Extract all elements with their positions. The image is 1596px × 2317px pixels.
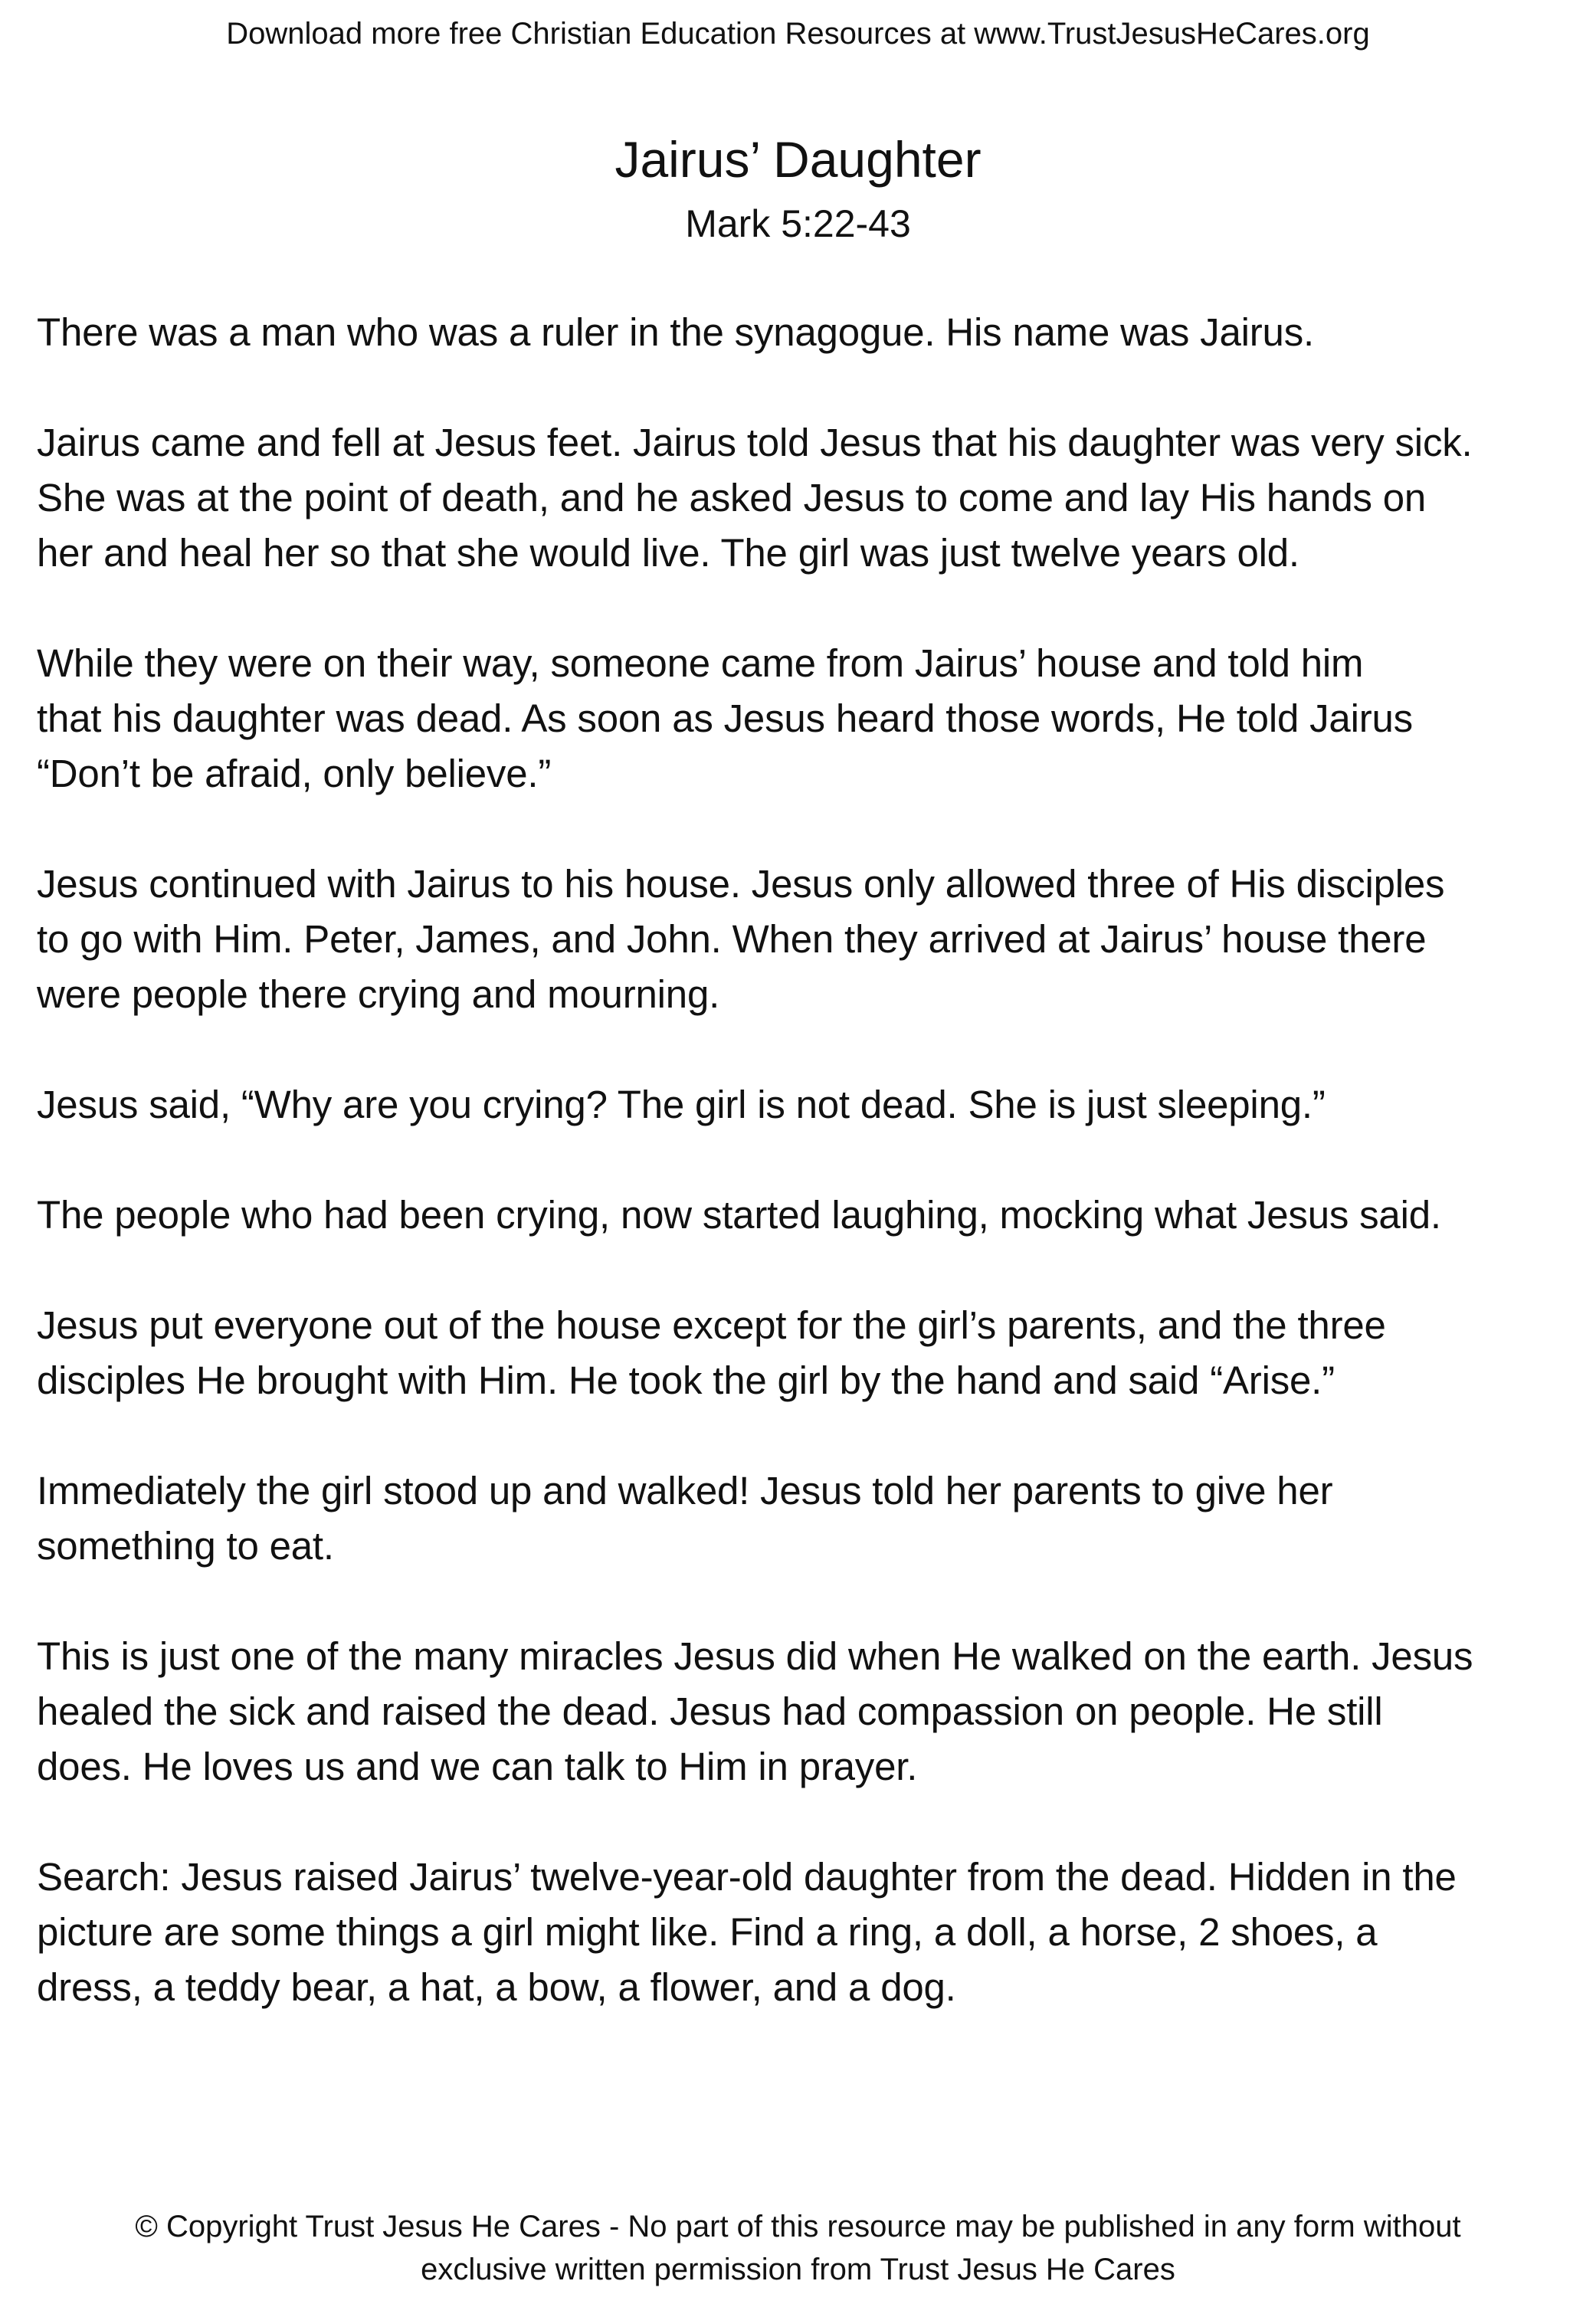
page-title: Jairus’ Daughter <box>614 131 982 188</box>
story-paragraph-2: Jairus came and fell at Jesus feet. Jairus told Jesus that his daughter was very sick. She was at the point of death, and he asked Jesus to come and lay His hands on her and heal her so that she would live. The girl was just twelve years old. <box>37 421 1473 575</box>
story-paragraph-9: This is just one of the many miracles Jesus did when He walked on the earth. Jesus healed the sick and raised the dead. Jesus had compassion on people. He still does. He loves us and we can talk to Him in prayer. <box>37 1634 1473 1788</box>
story-paragraph-6: The people who had been crying, now started laughing, mocking what Jesus said. <box>37 1193 1441 1237</box>
story-paragraph-5: Jesus said, “Why are you crying? The girl is not dead. She is just sleeping.” <box>37 1083 1326 1126</box>
story-paragraph-3: While they were on their way, someone came from Jairus’ house and told him that his daughter was dead. As soon as Jesus heard those words, He told Jairus “Don’t be afraid, only believe.” <box>37 641 1413 795</box>
download-resources-note: Download more free Christian Education Resources at www.TrustJesusHeCares.org <box>226 17 1370 51</box>
story-paragraph-8: Immediately the girl stood up and walked! Jesus told her parents to give her something to eat. <box>37 1469 1333 1568</box>
story-paragraph-7: Jesus put everyone out of the house except for the girl’s parents, and the three disciples He brought with Him. He took the girl by the hand and said “Arise.” <box>37 1303 1386 1402</box>
story-paragraph-1: There was a man who was a ruler in the synagogue. His name was Jairus. <box>37 310 1314 354</box>
scripture-reference: Mark 5:22-43 <box>685 202 911 245</box>
search-instructions: Search: Jesus raised Jairus’ twelve-year-old daughter from the dead. Hidden in the picture are some things a girl might like. Find a ring, a doll, a horse, 2 shoes, a dress, a teddy bear, a hat, a bow, a flower, and a dog. <box>37 1855 1457 2009</box>
story-body <box>37 305 1562 2070</box>
story-paragraph-4: Jesus continued with Jairus to his house. Jesus only allowed three of His disciples to go with Him. Peter, James, and John. When they arrived at Jairus’ house there were people there crying and mourning. <box>37 862 1445 1016</box>
copyright-notice: © Copyright Trust Jesus He Cares - No part of this resource may be published in any form without exclusive written permission from Trust Jesus He Cares <box>135 2210 1461 2286</box>
